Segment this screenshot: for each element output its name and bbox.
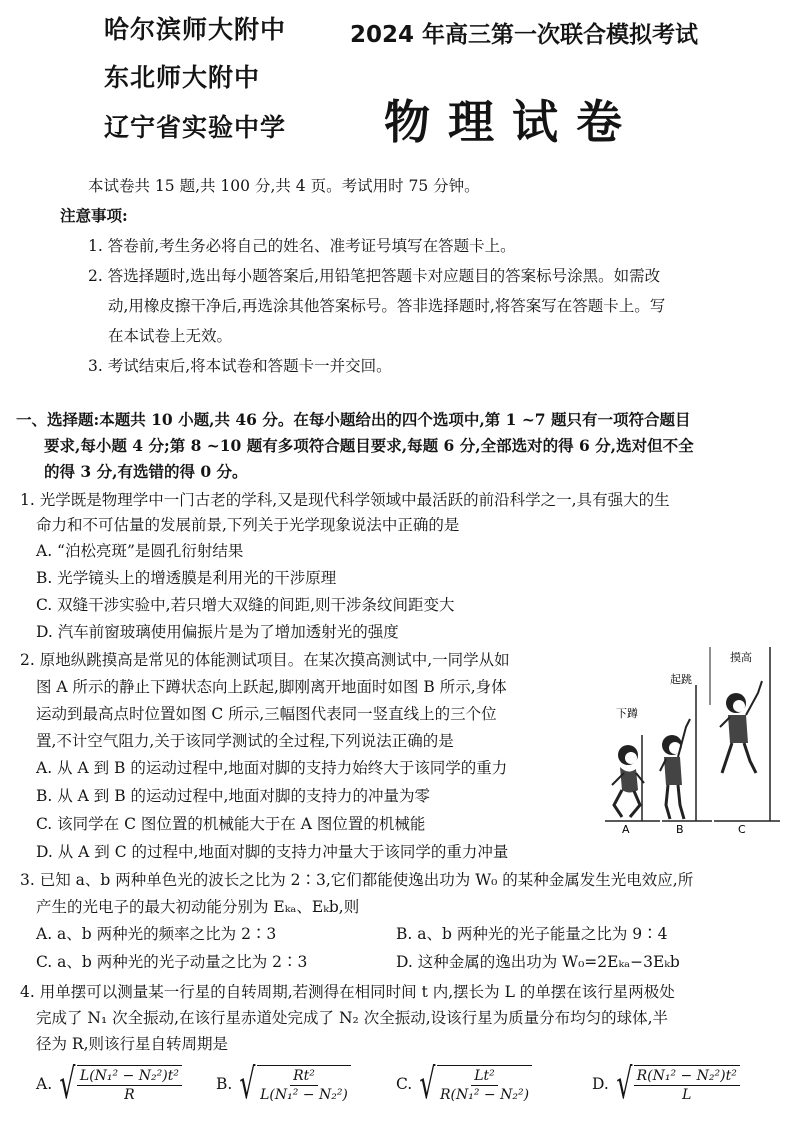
subject-title: 物理试卷: [384, 95, 640, 149]
exam-intro: 本试卷共 15 题,共 100 分,共 4 页。考试用时 75 分钟。: [88, 177, 480, 195]
question-1-stem: 1. 光学既是物理学中一门古老的学科,又是现代科学领域中最活跃的前沿科学之一,具有强大的生: [20, 491, 670, 509]
figure-label-takeoff: 起跳: [670, 673, 692, 686]
question-1-option-b: B. 光学镜头上的增透膜是利用光的干涉原理: [36, 569, 337, 587]
question-1-option-a: A. “泊松亮斑”是圆孔衍射结果: [36, 542, 244, 560]
notice-line: 1. 答卷前,考生务必将自己的姓名、准考证号填写在答题卡上。: [88, 237, 516, 255]
question-2-option-b: B. 从 A 到 B 的运动过程中,地面对脚的支持力的冲量为零: [36, 787, 430, 805]
sqrt-expression: [234, 1059, 351, 1108]
figure-panel-c: C: [738, 823, 746, 835]
question-1-option-d: D. 汽车前窗玻璃使用偏振片是为了增加透射光的强度: [36, 623, 399, 641]
fraction: [634, 1068, 740, 1103]
question-4-stem: 4. 用单摆可以测量某一行星的自转周期,若测得在相同时间 t 内,摆长为 L 的单摆在该行星两极处: [20, 983, 675, 1001]
option-label: C.: [396, 1075, 413, 1093]
jump-figure-illustration: [600, 645, 800, 835]
question-2-option-d: D. 从 A 到 C 的过程中,地面对脚的支持力冲量大于该同学的重力冲量: [36, 843, 509, 861]
question-1-stem: 命力和不可估量的发展前景,下列关于光学现象说法中正确的是: [36, 516, 460, 534]
figure-panel-a: A: [622, 823, 630, 835]
notice-line: 3. 考试结束后,将本试卷和答题卡一并交回。: [88, 357, 392, 375]
question-4-option-b: [216, 1059, 351, 1108]
sqrt-expression: [611, 1059, 740, 1108]
numerator: Rt²: [290, 1068, 318, 1086]
figure-label-touch: 摸高: [730, 651, 752, 664]
question-4-stem: 径为 R,则该行星自转周期是: [36, 1035, 229, 1053]
fraction: [77, 1068, 182, 1103]
denominator: R: [124, 1087, 135, 1103]
question-3-stem: 产生的光电子的最大初动能分别为 Eₖₐ、Eₖb,则: [36, 898, 360, 916]
question-4-stem: 完成了 N₁ 次全振动,在该行星赤道处完成了 N₂ 次全振动,设该行星为质量分布均匀的球体,半: [36, 1009, 669, 1027]
school-name-1: 哈尔滨师大附中: [104, 15, 287, 44]
question-3-option-a: A. a、b 两种光的频率之比为 2∶3: [36, 925, 277, 943]
option-label: D.: [592, 1075, 609, 1093]
question-4-option-c: [396, 1059, 532, 1108]
exam-title: 2024 年高三第一次联合模拟考试: [350, 22, 699, 48]
sqrt-expression: [54, 1059, 182, 1108]
question-2-stem: 运动到最高点时位置如图 C 所示,三幅图代表同一竖直线上的三个位: [36, 705, 497, 723]
question-1-option-c: C. 双缝干涉实验中,若只增大双缝的间距,则干涉条纹间距变大: [36, 596, 455, 614]
notice-line: 动,用橡皮擦干净后,再选涂其他答案标号。答非选择题时,将答案写在答题卡上。写: [108, 297, 666, 315]
question-4-option-d: [592, 1059, 740, 1108]
question-2-option-a: A. 从 A 到 B 的运动过程中,地面对脚的支持力始终大于该同学的重力: [36, 759, 508, 777]
school-name-2: 东北师大附中: [104, 63, 261, 92]
radical-sign: √: [59, 1059, 76, 1108]
numerator: R(N₁² − N₂²)t²: [634, 1068, 740, 1086]
numerator: Lt²: [471, 1068, 498, 1086]
radical-sign: √: [616, 1059, 633, 1108]
section-heading: 的得 3 分,有选错的得 0 分。: [44, 462, 248, 481]
radical-sign: √: [419, 1059, 436, 1108]
denominator: R(N₁² − N₂²): [440, 1087, 530, 1103]
denominator: L(N₁² − N₂²): [260, 1087, 348, 1103]
section-heading: 要求,每小题 4 分;第 8 ~10 题有多项符合题目要求,每题 6 分,全部选对的得 6 分,选对但不全: [44, 436, 694, 455]
notice-heading: 注意事项:: [60, 206, 128, 225]
denominator: L: [682, 1087, 692, 1103]
fraction: [257, 1068, 351, 1103]
question-2-stem: 图 A 所示的静止下蹲状态向上跃起,脚刚离开地面时如图 B 所示,身体: [36, 678, 507, 696]
sqrt-expression: [414, 1059, 532, 1108]
fraction: [437, 1068, 532, 1103]
question-2-stem: 置,不计空气阻力,关于该同学测试的全过程,下列说法正确的是: [36, 732, 454, 750]
question-3-option-b: B. a、b 两种光的光子能量之比为 9∶4: [396, 925, 668, 943]
question-3-option-d: D. 这种金属的逸出功为 W₀=2Eₖₐ−3Eₖb: [396, 953, 680, 971]
school-name-3: 辽宁省实验中学: [104, 113, 287, 142]
numerator: L(N₁² − N₂²)t²: [77, 1068, 182, 1086]
jump-figure: [600, 645, 800, 835]
question-2-option-c: C. 该同学在 C 图位置的机械能大于在 A 图位置的机械能: [36, 815, 426, 833]
notice-line: 在本试卷上无效。: [108, 327, 233, 345]
option-label: B.: [216, 1075, 233, 1093]
question-4-option-a: [36, 1059, 182, 1108]
radical-sign: √: [239, 1059, 256, 1108]
figure-panel-b: B: [676, 823, 684, 835]
notice-line: 2. 答选择题时,选出每小题答案后,用铅笔把答题卡对应题目的答案标号涂黑。如需改: [88, 267, 661, 285]
question-3-option-c: C. a、b 两种光的光子动量之比为 2∶3: [36, 953, 308, 971]
question-2-stem: 2. 原地纵跳摸高是常见的体能测试项目。在某次摸高测试中,一同学从如: [20, 651, 510, 669]
question-3-stem: 3. 已知 a、b 两种单色光的波长之比为 2∶3,它们都能使逸出功为 W₀ 的某种金属发生光电效应,所: [20, 871, 694, 889]
option-label: A.: [36, 1075, 53, 1093]
figure-label-crouch: 下蹲: [616, 707, 638, 720]
section-heading: 一、选择题:本题共 10 小题,共 46 分。在每小题给出的四个选项中,第 1 ~7 题只有一项符合题目: [16, 410, 691, 429]
